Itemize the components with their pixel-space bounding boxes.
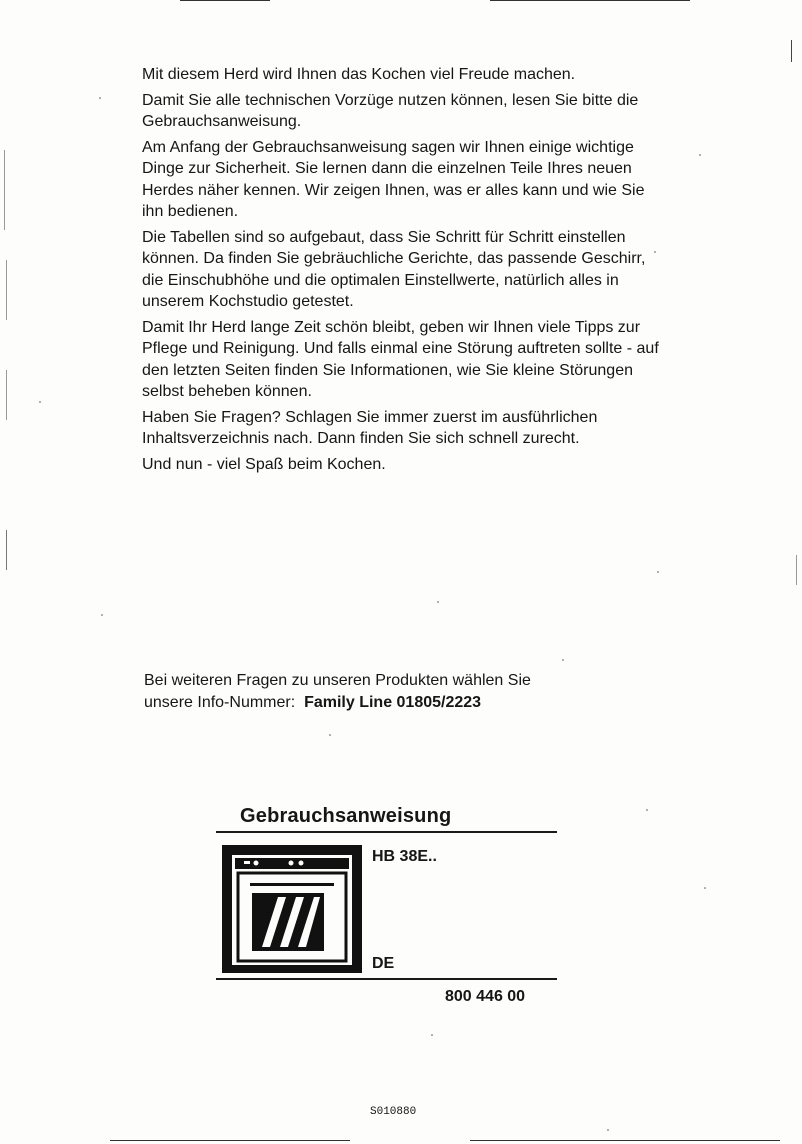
intro-paragraph-3: Am Anfang der Gebrauchsanweisung sagen wir Ihnen einige wichtige Dinge zur Sicherheit. Sie lernen dann die einzelnen Teile Ihres neuen Herdes näher kennen. Wir zeigen Ihnen, was er alles kann und wie Sie ihn bedienen. [142, 138, 645, 220]
contact-line-1: Bei weiteren Fragen zu unseren Produkten wählen Sie [144, 672, 531, 689]
intro-paragraph-1: Mit diesem Herd wird Ihnen das Kochen viel Freude machen. [142, 66, 576, 83]
intro-paragraph-7: Und nun - viel Spaß beim Kochen. [142, 455, 386, 473]
intro-paragraph-5: Damit Ihr Herd lange Zeit schön bleibt, geben wir Ihnen viele Tipps zur Pflege und Reinigung. Und falls einmal eine Störung auftreten sollte - auf den letzten Seiten finden Sie Informationen, wie Sie kleine Störungen selbst beheben können. [142, 318, 659, 400]
contact-prefix: unsere Info-Nummer: [144, 694, 296, 711]
hotline-number: Family Line 01805/2223 [304, 694, 482, 711]
part-number: 800 446 00 [445, 988, 526, 1005]
intro-paragraph-2: Damit Sie alle technischen Vorzüge nutzen können, lesen Sie bitte die Gebrauchsanweisung. [142, 91, 639, 130]
intro-paragraph-6: Haben Sie Fragen? Schlagen Sie immer zuerst im ausführlichen Inhaltsverzeichnis nach. Dann finden Sie sich schnell zurecht. [142, 408, 598, 447]
document-code: S010880 [370, 1106, 417, 1118]
language-code: DE [372, 955, 395, 972]
intro-paragraph-4: Die Tabellen sind so aufgebaut, dass Sie Schritt für Schritt einstellen können. Da finden Sie gebräuchliche Gerichte, das passende Geschirr, die Einschubhöhe und die optimalen Einstellwerte, natürlich alles in unserem Kochstudio getestet. [142, 228, 646, 310]
model-number: HB 38E.. [372, 848, 437, 865]
manual-title: Gebrauchsanweisung [240, 805, 452, 827]
